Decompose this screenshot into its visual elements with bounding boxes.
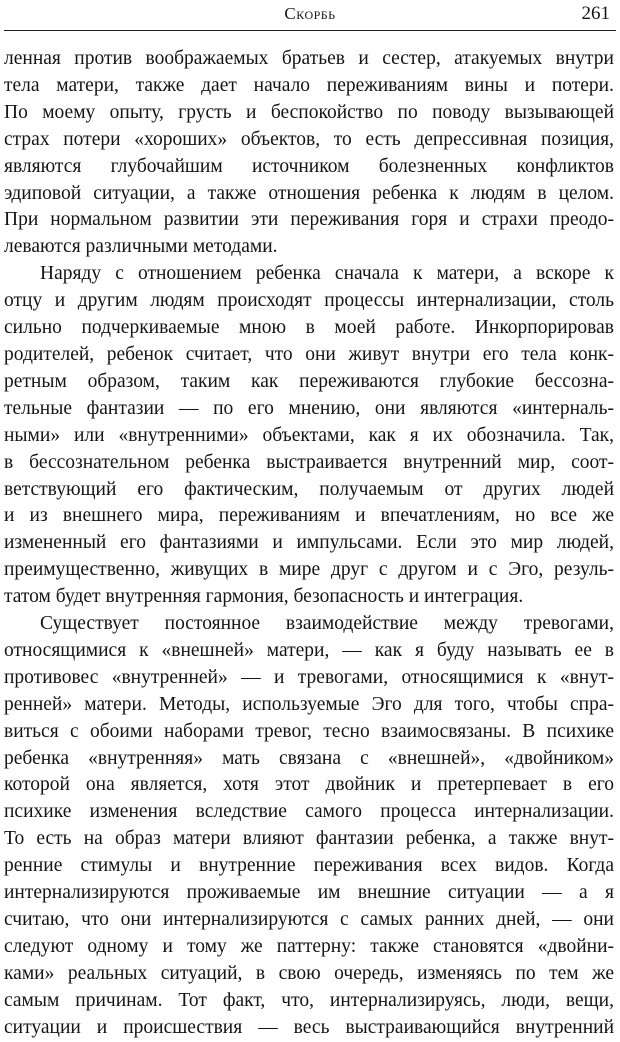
text-line: страх потери «хороших» объектов, то есть депрессивная позиция,: [4, 128, 614, 150]
text-line: ситуации и происшествия — весь выстраивающийся внутренний: [4, 1016, 614, 1038]
text-line: преимущественно, живущих в мире друг с другом и с Эго, резуль-: [4, 559, 614, 581]
text-line: родителей, ребенок считает, что они живут внутри его тела конк-: [4, 343, 614, 365]
text-line: самым причинам. Тот факт, что, интернализируясь, люди, вещи,: [4, 989, 614, 1011]
text-line: и из внешнего мира, переживаниям и впечатлениям, но все же: [4, 505, 614, 527]
text-line: психике изменения вследствие самого процесса интернализации.: [4, 801, 614, 823]
text-line: тела матери, также дает начало переживаниям вины и потери.: [4, 74, 614, 96]
text-line: считаю, что они интернализируются с самых ранних дней, — они: [4, 909, 614, 930]
text-line: эдиповой ситуации, а также отношения ребенка к людям в целом.: [4, 182, 614, 204]
running-header: [0, 0, 620, 34]
text-line: ками» реальных ситуаций, в свою очередь, изменяясь по тем же: [4, 962, 614, 984]
text-line: ретным образом, таким как переживаются глубокие бессозна-: [4, 370, 614, 392]
text-line: противовес «внутренней» — и тревогами, относящимися к «внут-: [4, 666, 614, 688]
page-number: 261: [581, 3, 610, 24]
text-line: То есть на образ матери влияют фантазии ребенка, а также внут-: [4, 828, 614, 850]
text-line: отцу и другим людям происходят процессы интернализации, столь: [4, 290, 614, 312]
text-line: виться с обоими наборами тревог, тесно взаимосвязаны. В психике: [4, 720, 614, 742]
text-line: Существует постоянное взаимодействие между тревогами,: [40, 613, 614, 635]
text-line: сильно подчеркиваемые мною в моей работе. Инкорпорировав: [4, 317, 614, 339]
text-line: При нормальном развитии эти переживания горя и страхи преодо-: [4, 209, 614, 231]
header-rule: [4, 30, 616, 31]
text-line: Наряду с отношением ребенка сначала к матери, а вскоре к: [40, 263, 614, 285]
text-line: которой она является, хотя этот двойник и претерпевает в его: [4, 774, 614, 796]
text-line: в бессознательном ребенка выстраивается внутренний мир, соот-: [4, 451, 614, 473]
text-line: интернализируются проживаемые им внешние ситуации — а я: [4, 882, 614, 904]
text-line: следуют одному и тому же паттерну: также становятся «двойни-: [4, 935, 614, 957]
text-line: ребенка «внутренняя» мать связана с «внешней», «двойником»: [4, 747, 614, 769]
text-line: ветствующий его фактическим, получаемым от других людей: [4, 478, 614, 500]
text-line: леваются различными методами.: [4, 236, 278, 258]
text-line: относящимися к «внешней» матери, — как я буду называть ее в: [4, 639, 614, 661]
body-text: [4, 46, 614, 1042]
text-line: измененный его фантазиями и импульсами. Если это мир людей,: [4, 532, 614, 554]
text-line: ренние стимулы и внутренние переживания всех видов. Когда: [4, 855, 614, 877]
text-line: ленная против воображаемых братьев и сестер, атакуемых внутри: [4, 48, 614, 69]
text-line: По моему опыту, грусть и беспокойство по поводу вызывающей: [4, 101, 614, 123]
running-head-title: Скорбь: [284, 4, 336, 23]
text-line: ренней» матери. Методы, используемые Эго для того, чтобы спра-: [4, 693, 614, 715]
text-line: являются глубочайшим источником болезненных конфликтов: [4, 155, 614, 177]
text-line: татом будет внутренняя гармония, безопасность и интеграция.: [4, 586, 524, 608]
text-line: тельные фантазии — по его мнению, они являются «интерналь-: [4, 397, 614, 419]
text-line: ными» или «внутренними» объектами, как я их обозначила. Так,: [4, 424, 614, 446]
